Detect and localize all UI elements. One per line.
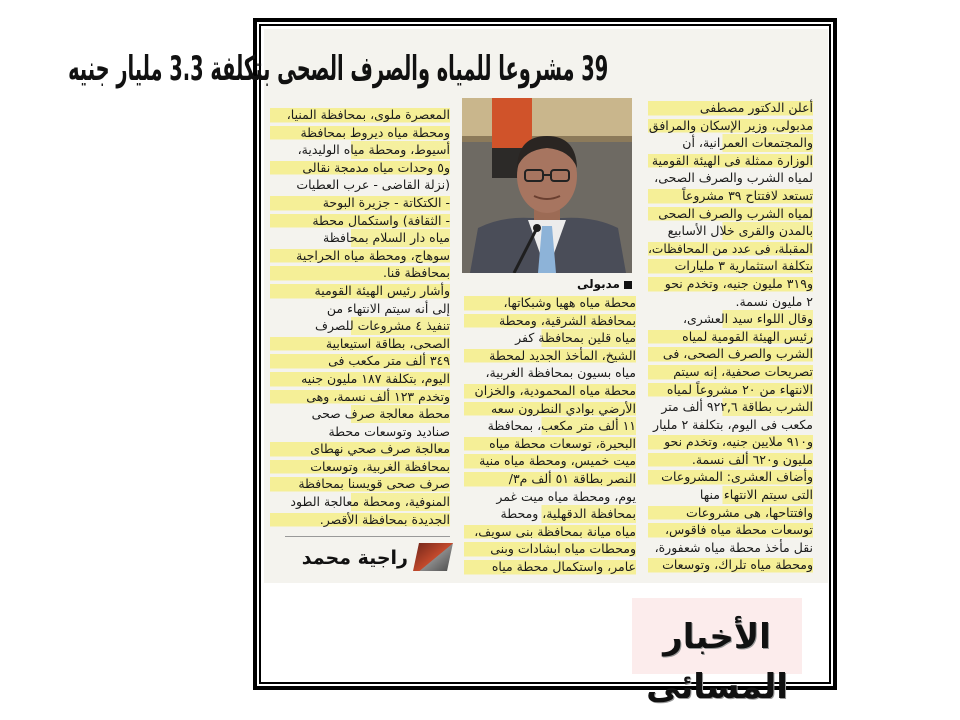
text-line-content: المنوفية، ومحطة معالجة الطود [290, 494, 450, 510]
text-line [270, 405, 450, 423]
text-line-content: ٢ مليون نسمة. [735, 293, 813, 309]
text-line-content: الانتهاء من ٢٠ مشروعاً لمياه [666, 381, 813, 397]
text-line [648, 398, 813, 416]
text-line-content: اليوم، بتكلفة ١٨٧ مليون جنيه [301, 370, 450, 386]
text-line-content: وقال اللواء سيد العشرى، [682, 311, 813, 327]
text-line [464, 540, 636, 558]
author-name: راجية محمد [301, 547, 408, 569]
article-column-left [270, 106, 450, 528]
text-line-content: مياه بسيون بمحافظة الغربية، [485, 365, 636, 381]
text-line [464, 470, 636, 488]
text-line-content: المقبلة، فى عدد من المحافظات، [648, 240, 813, 256]
text-line [648, 521, 813, 539]
text-line [270, 423, 450, 441]
text-line-content: ميت خميس، ومحطة مياه منية [479, 453, 636, 469]
text-line-content: وتخدم ١٢٣ ألف نسمة، وهى [306, 388, 450, 404]
text-line-content: مدبولى، وزير الإسكان والمرافق [648, 117, 813, 133]
text-line [270, 511, 450, 529]
text-line-content: تنفيذ ٤ مشروعات للصرف [314, 318, 450, 334]
text-line-content: - الكتكاتة - جزيرة البوحة [322, 194, 450, 210]
caption-bullet-icon [624, 281, 632, 289]
text-line [648, 381, 813, 399]
text-line [648, 257, 813, 275]
article-column-middle [464, 294, 636, 576]
text-line-content: - الثقافة) واستكمال محطة [312, 212, 450, 228]
text-line-content: بتكلفة استثمارية ٣ مليارات [674, 258, 813, 274]
text-line-content: و٩١٠ ملايين جنيه، وتخدم نحو [664, 434, 813, 450]
text-line [270, 317, 450, 335]
text-line [648, 416, 813, 434]
text-line [464, 417, 636, 435]
text-line [648, 451, 813, 469]
text-line [648, 433, 813, 451]
text-line-content: صناديد وتوسعات محطة [328, 423, 450, 439]
text-line [270, 493, 450, 511]
text-line-content: محطة مياه المحمودية، والخزان [474, 382, 636, 398]
text-line-content: عامر، واستكمال محطة مياه [491, 558, 636, 574]
text-line [270, 352, 450, 370]
text-line-content: تصريحات صحفية، إنه سيتم [673, 363, 813, 379]
text-line [648, 504, 813, 522]
text-line-content: لمياه الشرب والصرف الصحى [658, 205, 813, 221]
text-line-content: الشرب والصرف الصحى، فى [662, 346, 813, 362]
text-line [648, 222, 813, 240]
article-photo [462, 98, 632, 273]
text-line [648, 363, 813, 381]
text-line [464, 312, 636, 330]
text-line-content: محطة مياه ههيا وشبكاتها، [503, 295, 636, 310]
text-line-content: الأرضي بوادي النطرون سعه [491, 400, 636, 416]
text-line-content: توسعات محطة مياه فاقوس، [665, 522, 813, 538]
text-line-content: مياه قلين بمحافظة كفر [515, 330, 636, 346]
text-line [648, 328, 813, 346]
text-line-content: الشرب بطاقة ٩٢٢,٦ ألف متر [661, 399, 813, 415]
text-line [648, 187, 813, 205]
text-line [648, 468, 813, 486]
text-line [648, 99, 813, 117]
text-line-content: المعصرة ملوى، بمحافظة المنيا، [286, 107, 450, 122]
text-line-content: بالمدن والقرى خلال الأسابيع [667, 223, 813, 239]
text-line-content: ١١ ألف متر مكعب، بمحافظة [487, 418, 636, 434]
text-line [270, 475, 450, 493]
text-line-content: مكعب فى اليوم، بتكلفة ٢ مليار [653, 416, 813, 432]
text-line [270, 229, 450, 247]
text-line [464, 435, 636, 453]
text-line [648, 539, 813, 557]
text-line [464, 347, 636, 365]
text-line-content: بمحافظة قنا. [382, 265, 450, 281]
text-line [270, 335, 450, 353]
text-line-content: الشيخ، المأخذ الجديد لمحطة [489, 347, 636, 363]
text-line [464, 523, 636, 541]
text-line-content: وأضاف العشرى: المشروعات [661, 469, 813, 485]
headline-text: 39 مشروعا للمياه والصرف الصحى بتكلفة 3.3 مليار جنيه [67, 49, 608, 89]
text-line-content: يوم، ومحطة مياه ميت غمر [496, 488, 636, 504]
text-line [648, 275, 813, 293]
text-line [648, 310, 813, 328]
text-line-content: ٣٤٩ ألف متر مكعب فى [328, 353, 450, 369]
text-line [464, 400, 636, 418]
text-line-content: أسيوط، ومحطة مياه الوليدية، [297, 142, 450, 158]
text-line [270, 106, 450, 124]
text-line [464, 364, 636, 382]
text-line-content: النصر بطاقة ٥١ ألف م٣/ [508, 470, 636, 486]
byline-accent-icon [413, 543, 453, 571]
text-line-content: ومحطة مياه ديروط بمحافظة [300, 124, 450, 140]
text-line-content: والمجتمعات العمرانية، أن [682, 135, 813, 151]
text-line [648, 486, 813, 504]
photo-caption [548, 276, 632, 292]
newspaper-logo-text: الأخبار المسائى [646, 617, 788, 707]
text-line-content: ومحطات مياه ابشادات وبنى [490, 541, 636, 557]
text-line-content: مياه دار السلام بمحافظة [323, 230, 450, 246]
text-line [648, 293, 813, 311]
text-line [648, 117, 813, 135]
text-line-content: الجديدة بمحافظة الأقصر. [319, 511, 450, 527]
text-line [648, 205, 813, 223]
text-line [648, 556, 813, 574]
text-line [270, 300, 450, 318]
text-line [648, 169, 813, 187]
text-line-content: معالجة صرف صحي نهطاى [310, 441, 450, 457]
text-line [464, 452, 636, 470]
author-byline [285, 536, 450, 577]
text-line [270, 282, 450, 300]
text-line-content: و٣١٩ مليون جنيه، وتخدم نحو [664, 275, 813, 291]
text-line [648, 345, 813, 363]
text-line [270, 440, 450, 458]
text-line [464, 505, 636, 523]
text-line-content: (نزلة القاضى - عرب العطيات [296, 177, 450, 193]
text-line-content: صرف صحى قويسنا بمحافظة [298, 476, 450, 492]
article-column-right [648, 99, 813, 574]
text-line-content: بمحافظة الدقهلية، ومحطة [500, 506, 636, 522]
text-line [270, 194, 450, 212]
text-line [270, 212, 450, 230]
text-line [270, 370, 450, 388]
text-line-content: الوزارة ممثلة فى الهيئة القومية [651, 152, 813, 168]
text-line-content: وافتتاحها، هى مشروعات [686, 504, 813, 520]
text-line [464, 329, 636, 347]
text-line-content: محطة معالجة صرف صحى [311, 406, 450, 422]
text-line [270, 124, 450, 142]
text-line [648, 152, 813, 170]
article-headline [67, 42, 812, 96]
text-line [270, 141, 450, 159]
text-line-content: تستعد لافتتاح ٣٩ مشروعاً [682, 187, 813, 203]
text-line-content: ومحطة مياه تلراك، وتوسعات [662, 557, 813, 573]
text-line-content: بمحافظة الغربية، وتوسعات [310, 458, 450, 474]
text-line [648, 134, 813, 152]
text-line [464, 558, 636, 576]
text-line-content: سوهاج، ومحطة مياه الحراجية [296, 247, 450, 263]
text-line-content: نقل مأخذ محطة مياه شعفورة، [654, 539, 813, 555]
text-line [464, 382, 636, 400]
text-line [648, 240, 813, 258]
text-line [464, 488, 636, 506]
text-line-content: مليون و٦٢٠ ألف نسمة. [691, 451, 813, 467]
text-line [270, 458, 450, 476]
text-line [270, 264, 450, 282]
text-line-content: بمحافظة الشرقية، ومحطة [498, 312, 636, 328]
text-line-content: إلى أنه سيتم الانتهاء من [326, 300, 450, 316]
text-line-content: الصحى، بطاقة استيعابية [325, 335, 450, 351]
text-line [270, 159, 450, 177]
text-line [464, 294, 636, 312]
text-line-content: التى سيتم الانتهاء منها [699, 487, 813, 503]
newspaper-logo [632, 598, 802, 707]
text-line-content: مياه ميانة بمحافظة بنى سويف، [474, 523, 636, 539]
photo-caption-text: مدبولى [576, 277, 620, 291]
text-line-content: وأشار رئيس الهيئة القومية [314, 282, 450, 298]
text-line-content: رئيس الهيئة القومية لمياه [682, 328, 813, 344]
text-line-content: لمياه الشرب والصرف الصحى، [654, 170, 813, 186]
text-line-content: أعلن الدكتور مصطفى [699, 100, 813, 115]
text-line [270, 176, 450, 194]
text-line-content: و٥ وحدات مياه مدمجة نقالى [302, 159, 450, 175]
text-line [270, 247, 450, 265]
text-line-content: البحيرة، توسعات محطة مياه [489, 435, 636, 451]
text-line [270, 388, 450, 406]
